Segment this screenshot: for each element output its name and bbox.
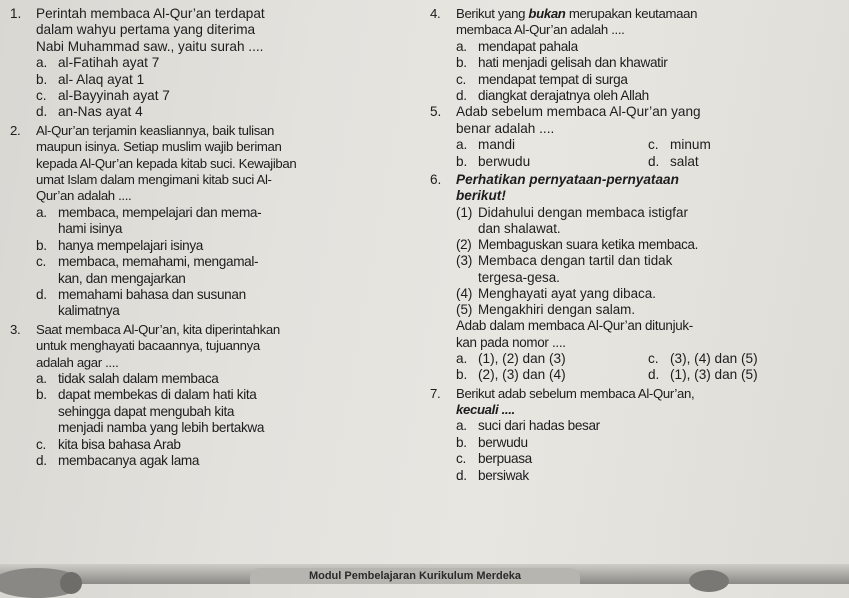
question-stem-line: umat Islam dalam mengimani kitab suci Al-	[36, 172, 272, 188]
option-c: c. al-Bayyinah ayat 7	[36, 88, 170, 104]
question-3	[10, 322, 400, 470]
question-stem-line: membaca Al-Qur’an adalah ....	[456, 22, 625, 38]
option-c: c. (3), (4) dan (5)	[648, 350, 758, 366]
question-5	[430, 104, 830, 170]
option-a: a. membaca, mempelajari dan mema- hami isinya	[36, 204, 262, 237]
question-stem-line: dalam wahyu pertama yang diterima	[36, 22, 256, 38]
statement-item: (2) Membaguskan suara ketika membaca.	[456, 237, 699, 253]
option-a: a. mendapat pahala	[456, 38, 578, 54]
footer-decoration	[689, 570, 729, 592]
question-note: Adab dalam membaca Al-Qur’an ditunjuk- kan pada nomor ....	[456, 318, 693, 350]
question-stem-line: Al-Qur’an terjamin keasliannya, baik tulisan	[36, 122, 274, 138]
option-c: c. kita bisa bahasa Arab	[36, 436, 181, 452]
question-stem-line: Berikut adab sebelum membaca Al-Qur’an,	[456, 385, 695, 401]
option-b: b. hati menjadi gelisah dan khawatir	[456, 55, 668, 71]
question-number: 6.	[430, 172, 442, 188]
option-b: b. (2), (3) dan (4)	[456, 367, 566, 383]
question-stem-line: adalah agar ....	[36, 354, 119, 370]
question-number: 3.	[10, 321, 21, 337]
option-b: b. berwudu	[456, 153, 531, 169]
option-a: a. suci dari hadas besar	[456, 418, 600, 434]
question-stem-line: kecuali ....	[456, 401, 515, 417]
question-stem-line: Saat membaca Al-Qur’an, kita diperintahkan	[36, 321, 280, 337]
question-stem-line: Berikut yang bukan merupakan keutamaan	[456, 6, 698, 21]
option-b: b. berwudu	[456, 434, 528, 450]
statement-item: (4) Menghayati ayat yang dibaca.	[456, 285, 656, 301]
footer-decoration	[60, 572, 82, 594]
option-d: d. bersiwak	[456, 467, 529, 483]
question-number: 1.	[10, 6, 22, 21]
statement-item: (5) Mengakhiri dengan salam.	[456, 302, 636, 318]
question-stem-line: maupun isinya. Setiap muslim wajib beriman	[36, 139, 282, 155]
option-c: c. mendapat tempat di surga	[456, 71, 628, 87]
question-stem-line: Qur’an adalah ....	[36, 188, 132, 204]
question-stem-line: Perhatikan pernyataan-pernyataan	[456, 172, 679, 188]
option-d: d. membacanya agak lama	[36, 452, 200, 468]
statement-item: (3) Membaca dengan tartil dan tidak tergesa-gesa.	[456, 253, 673, 285]
option-a: a. al-Fatihah ayat 7	[36, 55, 160, 71]
question-stem-line: Adab sebelum membaca Al-Qur’an yang	[456, 104, 701, 120]
statement-item: (1) Didahului dengan membaca istigfar dan shalawat.	[456, 204, 688, 237]
right-column	[430, 6, 830, 484]
option-b: b. hanya mempelajari isinya	[36, 237, 203, 253]
question-7	[430, 386, 830, 484]
option-c: c. minum	[648, 137, 711, 153]
options-grid	[456, 137, 830, 170]
option-b: b. al- Alaq ayat 1	[36, 71, 145, 87]
question-2	[10, 123, 400, 320]
question-number: 4.	[430, 6, 441, 21]
question-stem-line: kepada Al-Qur’an kepada kitab suci. Kewajiban	[36, 155, 297, 171]
footer-title: Modul Pembelajaran Kurikulum Merdeka	[250, 568, 580, 584]
footer-band	[0, 564, 849, 584]
option-c: c. membaca, memahami, mengamal- kan, dan mengajarkan	[36, 254, 259, 286]
question-stem-line: untuk menghayati bacaannya, tujuannya	[36, 338, 260, 354]
question-1	[10, 6, 400, 121]
question-number: 2.	[10, 122, 21, 138]
question-stem-line: Perintah membaca Al-Qur’an terdapat	[36, 6, 265, 21]
question-number: 5.	[430, 104, 442, 120]
options-grid	[456, 351, 830, 384]
option-d: d. salat	[648, 153, 699, 169]
option-d: d. diangkat derajatnya oleh Allah	[456, 88, 649, 104]
option-d: d. (1), (3) dan (5)	[648, 367, 758, 383]
question-stem-line: Nabi Muhammad saw., yaitu surah ....	[36, 38, 264, 54]
option-d: d. an-Nas ayat 4	[36, 104, 143, 120]
question-stem-line: benar adalah ....	[456, 120, 555, 136]
option-d: d. memahami bahasa dan susunan kalimatnya	[36, 286, 246, 319]
option-a: a. mandi	[456, 137, 516, 153]
option-a: a. tidak salah dalam membaca	[36, 370, 219, 386]
option-a: a. (1), (2) dan (3)	[456, 350, 566, 366]
option-b: b. dapat membekas di dalam hati kita sehingga dapat mengubah kita menjadi namba yang lebih bertakwa	[36, 387, 265, 436]
question-number: 7.	[430, 385, 441, 401]
option-c: c. berpuasa	[456, 451, 532, 467]
left-column	[10, 6, 400, 469]
question-4	[430, 6, 830, 104]
emphasis-word: bukan	[528, 6, 566, 21]
question-stem-line: berikut!	[456, 188, 506, 204]
question-6	[430, 172, 830, 383]
